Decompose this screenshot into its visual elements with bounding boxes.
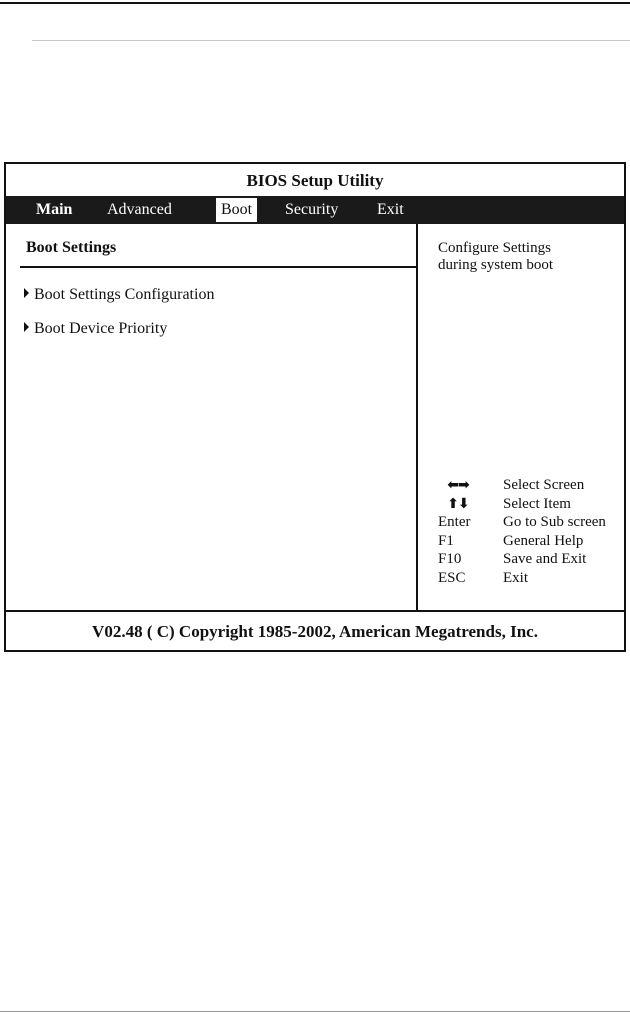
key-description: General Help [503,532,584,549]
bios-window [4,162,626,652]
page-top-rule [0,2,630,4]
help-line-2: during system boot [438,257,553,273]
key-description: Go to Sub screen [503,514,606,530]
bios-title: BIOS Setup Utility [246,171,384,190]
key-name: F1 [438,532,454,549]
key-description: Exit [503,569,528,586]
key-legend-row [438,569,628,588]
key-name: Enter [438,514,471,530]
key-legend-row [438,476,628,495]
submenu-boot-device-priority[interactable] [24,320,167,338]
tab-security[interactable]: Security [285,201,339,218]
section-title: Boot Settings [26,239,117,256]
tab-advanced[interactable]: Advanced [107,201,172,218]
page-bottom-rule [0,1011,630,1012]
section-underline [20,266,416,268]
submenu-triangle-icon [24,288,29,298]
tab-exit[interactable]: Exit [377,201,404,218]
help-pane [418,224,624,610]
key-description: Save and Exit [503,551,587,567]
key-legend-row [438,532,628,551]
key-description: Select Item [503,495,571,512]
key-legend-row [438,513,628,532]
up-down-arrows-icon: ⬆⬇ [447,495,469,512]
copyright-footer: V02.48 ( C) Copyright 1985-2002, American Megatrends, Inc. [92,622,538,641]
page-header-rule [32,40,630,41]
key-legend-row [438,550,628,569]
menu-bar [6,196,624,224]
submenu-triangle-icon [24,322,29,332]
help-line-1: Configure Settings [438,240,551,256]
key-legend-row [438,495,628,514]
key-name: ESC [438,569,466,586]
help-text [438,240,618,274]
submenu-boot-settings-configuration[interactable] [24,286,214,304]
key-legend [438,476,628,587]
tab-main[interactable]: Main [36,201,73,218]
tab-boot[interactable]: Boot [216,198,257,222]
settings-pane [6,224,416,610]
key-description: Select Screen [503,477,585,493]
submenu-label: Boot Device Priority [34,320,168,337]
submenu-label: Boot Settings Configuration [34,286,215,303]
bios-body [6,224,624,610]
key-name: F10 [438,551,462,567]
left-right-arrows-icon: ⬅➡ [447,477,469,493]
